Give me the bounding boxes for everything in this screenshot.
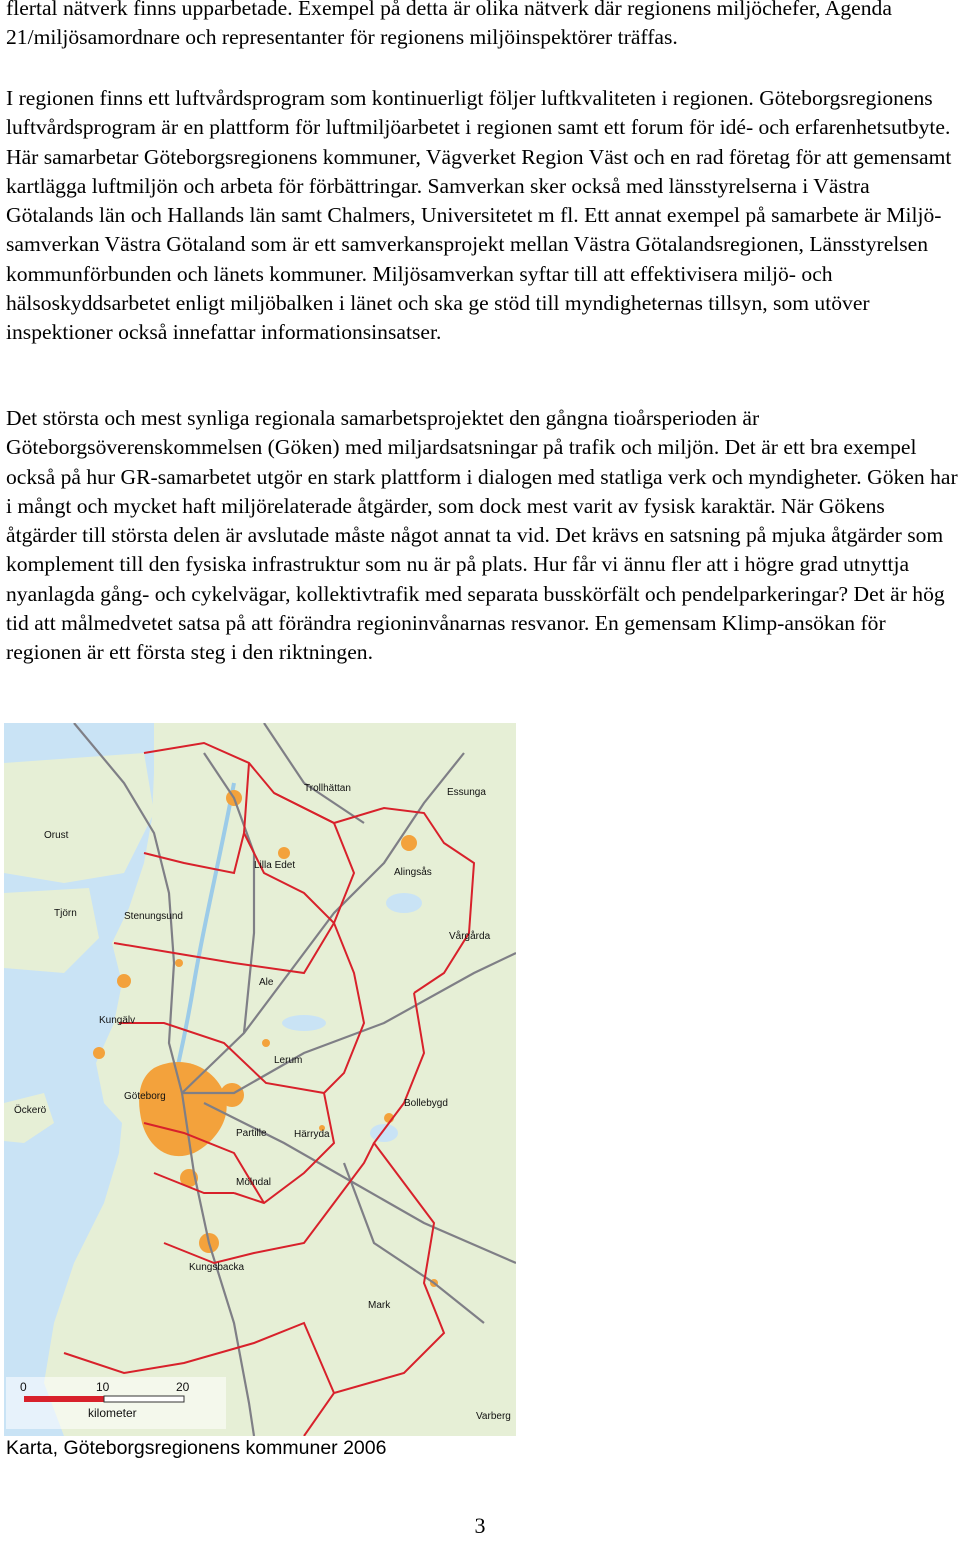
map-label-trollhattan: Trollhättan (304, 783, 351, 794)
scale-tick-0: 0 (20, 1380, 27, 1394)
scale-unit-label: kilometer (88, 1406, 137, 1420)
map-label-mark: Mark (368, 1300, 391, 1311)
map-label-stenungsund: Stenungsund (124, 911, 183, 922)
map-label-lilla-edet: Lilla Edet (254, 860, 296, 871)
page-number: 3 (474, 1513, 486, 1538)
map-label-kungsbacka: Kungsbacka (189, 1262, 245, 1273)
map-label-alingsas: Alingsås (394, 867, 432, 878)
map-label-ockero: Öckerö (14, 1105, 47, 1116)
paragraph-networks: flertal nätverk finns upparbetade. Exempel på detta är olika nätverk där regionens miljöchefer, Agenda 21/miljösamordnare och representanter för regionens miljöinspektörer träffas. (6, 0, 892, 50)
map-lake (282, 1015, 326, 1031)
map-label-ale: Ale (259, 977, 274, 988)
map-label-vargarda: Vårgårda (449, 931, 491, 942)
map-label-partille: Partille (236, 1128, 267, 1139)
map-label-harryda: Härryda (294, 1129, 330, 1140)
map-label-molndal: Mölndal (236, 1177, 272, 1188)
map-label-tjorn: Tjörn (54, 908, 77, 919)
map-label-goteborg: Göteborg (124, 1091, 166, 1102)
paragraph-air-quality-program: I regionen finns ett luftvårdsprogram som kontinuerligt följer luftkvaliteten i regionen. Göteborgsregionens luftvårdsprogram är en plattform för luftmiljöarbetet i regionen samt ett forum för idé- och erfarenhetsutbyte. Här samarbetar Göteborgsregionens kommuner, Vägverket Region Väst och en rad företag för att gemensamt kartlägga luftmiljön och arbeta för förbättringar. Samverkan sker också med länsstyrelserna i Västra Götalands län och Hallands län samt Chalmers, Universitetet m fl. Ett annat exempel på samarbete är Miljö-samverkan Västra Götaland som är ett samverkansprojekt mellan Västra Götalandsregionen, Länsstyrelsen kommunförbunden och länets kommuner. Miljösamverkan syftar till att effektivisera miljö- och hälsoskyddsarbetet enligt miljöbalken i länet och ska ge stöd till myndigheternas tillsyn, som utöver inspektioner också innefattar informationsinsatser. (6, 86, 952, 345)
scale-tick-10: 10 (96, 1380, 110, 1394)
map-scale-bar (6, 1377, 226, 1429)
map-caption: Karta, Göteborgsregionens kommuner 2006 (6, 1437, 387, 1459)
map-label-kungalv: Kungälv (99, 1015, 136, 1026)
map-lake (370, 1124, 398, 1142)
scale-tick-20: 20 (176, 1380, 190, 1394)
map-label-essunga: Essunga (447, 787, 486, 798)
paragraph-goken-agreement: Det största och mest synliga regionala samarbetsprojektet den gångna tioårsperioden är Göteborgsöverenskommelsen (Göken) med miljardsatsningar på trafik och miljön. Det är ett bra exempel också på hur GR-samarbetet utgör en stark plattform i dialogen med statliga verk och myndigheter. Göken har i mångt och mycket haft miljörelaterade åtgärder, som dock mest varit av fysisk karaktär. När Gökens åtgärder till största delen är avslutade måste något annat ta vid. Det krävs en satsning på mjuka åtgärder som komplement till den fysiska infrastruktur som nu är på plats. Hur får vi ännu fler att i högre grad utnyttja nyanlagda gång- och cykelvägar, kollektivtrafik med separata busskörfält och pendelparkeringar? Det är hög tid att målmedvetet satsa på att förändra regioninvånarnas resvanor. En gemensam Klimp-ansökan för regionen är ett första steg i den riktningen. (6, 406, 958, 665)
map-label-orust: Orust (44, 830, 69, 841)
map-label-varberg: Varberg (476, 1411, 511, 1422)
map-lake (386, 893, 422, 913)
map-label-bollebygd: Bollebygd (404, 1098, 448, 1109)
map-label-lerum: Lerum (274, 1055, 303, 1066)
region-map (4, 723, 516, 1436)
